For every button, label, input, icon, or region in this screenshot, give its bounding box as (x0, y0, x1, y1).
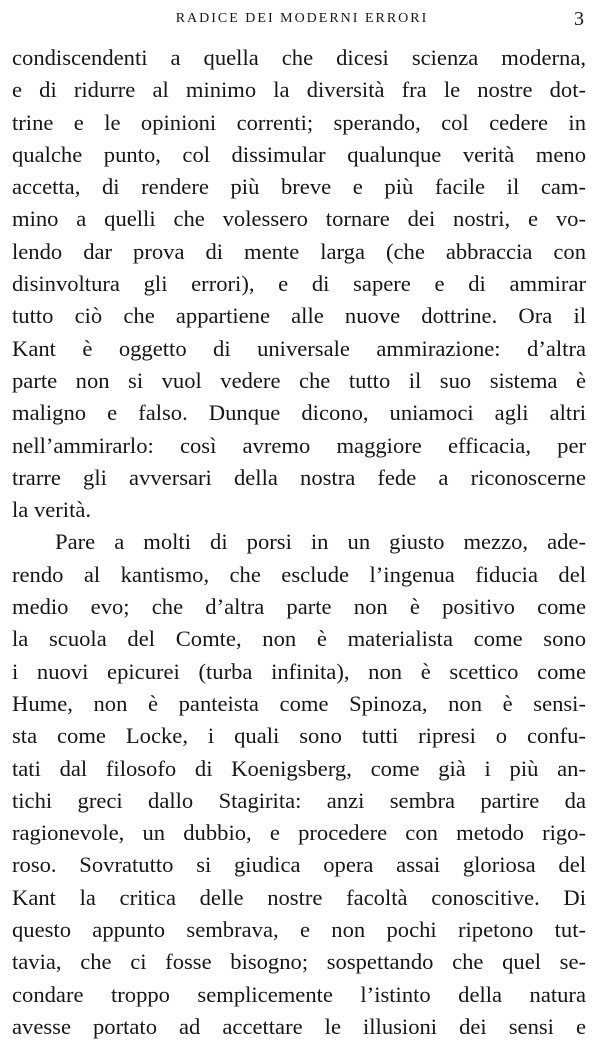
text-line: tutto ciò che appartiene alle nuove dottrine. Ora il (12, 303, 586, 329)
text-line: tichi greci dallo Stagirita: anzi sembra partire da (12, 787, 586, 813)
paragraph-1 (12, 42, 586, 526)
text-line: condiscendenti a quella che dicesi scienza moderna, (12, 45, 586, 70)
text-line: rendo al kantismo, che esclude l’ingenua fiducia del (12, 561, 586, 587)
text-line: condare troppo semplicemente l’istinto della natura (12, 981, 586, 1007)
text-line: parte non si vuol vedere che tutto il suo sistema è (12, 367, 586, 393)
text-line: i nuovi epicurei (turba infinita), non è scettico come (12, 658, 586, 684)
text-line: lendo dar prova di mente larga (che abbraccia con (12, 238, 586, 264)
text-line: tavia, che ci fosse bisogno; sospettando che quel se- (12, 949, 586, 975)
paragraph-2 (12, 526, 586, 1043)
text-line: qualche punto, col dissimular qualunque verità meno (12, 141, 586, 167)
text-line: mino a quelli che volessero tornare dei nostri, e vo- (12, 206, 586, 232)
text-line: roso. Sovratutto si giudica opera assai gloriosa del (12, 852, 586, 878)
text-line: Kant la critica delle nostre facoltà conoscitive. Di (12, 884, 586, 910)
text-line: trarre gli avversari della nostra fede a riconoscerne (12, 464, 586, 490)
page-number: 3 (574, 8, 584, 30)
text-line: disinvoltura gli errori), e di sapere e di ammirar (12, 271, 586, 297)
text-line: Kant è oggetto di universale ammirazione: d’altra (12, 335, 586, 361)
running-head (0, 7, 604, 31)
text-line: la scuola del Comte, non è materialista come sono (12, 626, 586, 652)
text-line: avesse portato ad accettare le illusioni dei sensi e (12, 1013, 586, 1039)
text-line: ragionevole, un dubbio, e procedere con metodo rigo- (12, 820, 586, 846)
text-line: medio evo; che d’altra parte non è positivo come (12, 594, 586, 620)
text-line: nell’ammirarlo: così avremo maggiore efficacia, per (12, 432, 586, 458)
text-line: questo appunto sembrava, e non pochi ripetono tut- (12, 917, 586, 943)
running-title: RADICE DEI MODERNI ERRORI (175, 11, 429, 26)
text-line: Pare a molti di porsi in un giusto mezzo, ade- (55, 529, 586, 555)
text-line: sta come Locke, i quali sono tutti ripresi o confu- (12, 723, 586, 749)
text-line: Hume, non è panteista come Spinoza, non è sensi- (12, 690, 586, 716)
text-line: tati dal filosofo di Koenigsberg, come già i più an- (12, 755, 586, 781)
text-line: la verità. (12, 497, 92, 523)
text-line: accetta, di rendere più breve e più facile il cam- (12, 174, 586, 200)
text-line: trine e le opinioni correnti; sperando, col cedere in (12, 109, 586, 135)
body-text (12, 42, 586, 1043)
text-line: maligno e falso. Dunque dicono, uniamoci agli altri (12, 400, 586, 426)
text-line: e di ridurre al minimo la diversità fra le nostre dot- (12, 77, 586, 103)
